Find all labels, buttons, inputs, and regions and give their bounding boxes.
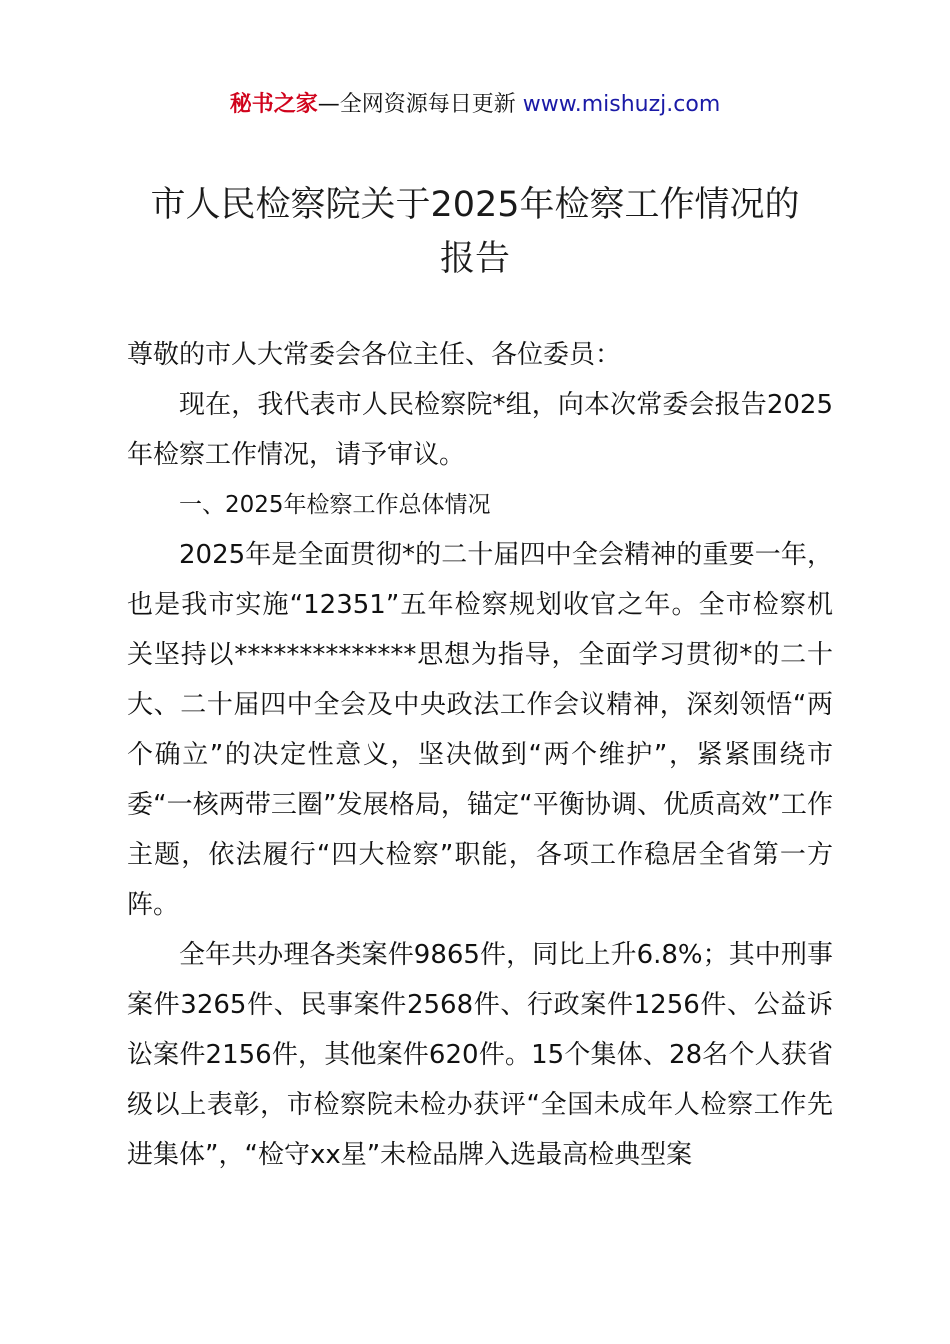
- paragraph-statistics: 全年共办理各类案件9865件，同比上升6.8%；其中刑事案件3265件、民事案件2568件、行政案件1256件、公益诉讼案件2156件，其他案件620件。15个集体、28名个人获省级以上表彰，市检察院未检办获评“全国未成年人检察工作先进集体”，“检守xx星”未检品牌入选最高检典型案: [127, 940, 833, 1170]
- site-tagline: —全网资源每日更新: [317, 92, 523, 117]
- site-brand[interactable]: 秘书之家: [229, 92, 318, 117]
- document-body: [127, 330, 833, 1180]
- site-url-link[interactable]: www.mishuzj.com: [522, 92, 721, 117]
- paragraph-overview: 2025年是全面贯彻*的二十届四中全会精神的重要一年，也是我市实施“12351”五年检察规划收官之年。全市检察机关坚持以**************思想为指导，全面学习贯彻*的二十大、二十届四中全会及中央政法工作会议精神，深刻领悟“两个确立”的决定性意义，坚决做到“两个维护”，紧紧围绕市委“一核两带三圈”发展格局，锚定“平衡协调、优质高效”工作主题，依法履行“四大检察”职能，各项工作稳居全省第一方阵。: [127, 540, 833, 920]
- title-line-2: 报告: [439, 239, 510, 279]
- title-line-1: 市人民检察院关于2025年检察工作情况的: [150, 185, 800, 225]
- salutation: 尊敬的市人大常委会各位主任、各位委员：: [127, 340, 622, 370]
- document-title: [100, 178, 850, 286]
- site-header: [0, 88, 950, 122]
- paragraph-intro: 现在，我代表市人民检察院*组，向本次常委会报告2025年检察工作情况，请予审议。: [127, 390, 833, 470]
- section-heading: 一、2025年检察工作总体情况: [179, 492, 491, 518]
